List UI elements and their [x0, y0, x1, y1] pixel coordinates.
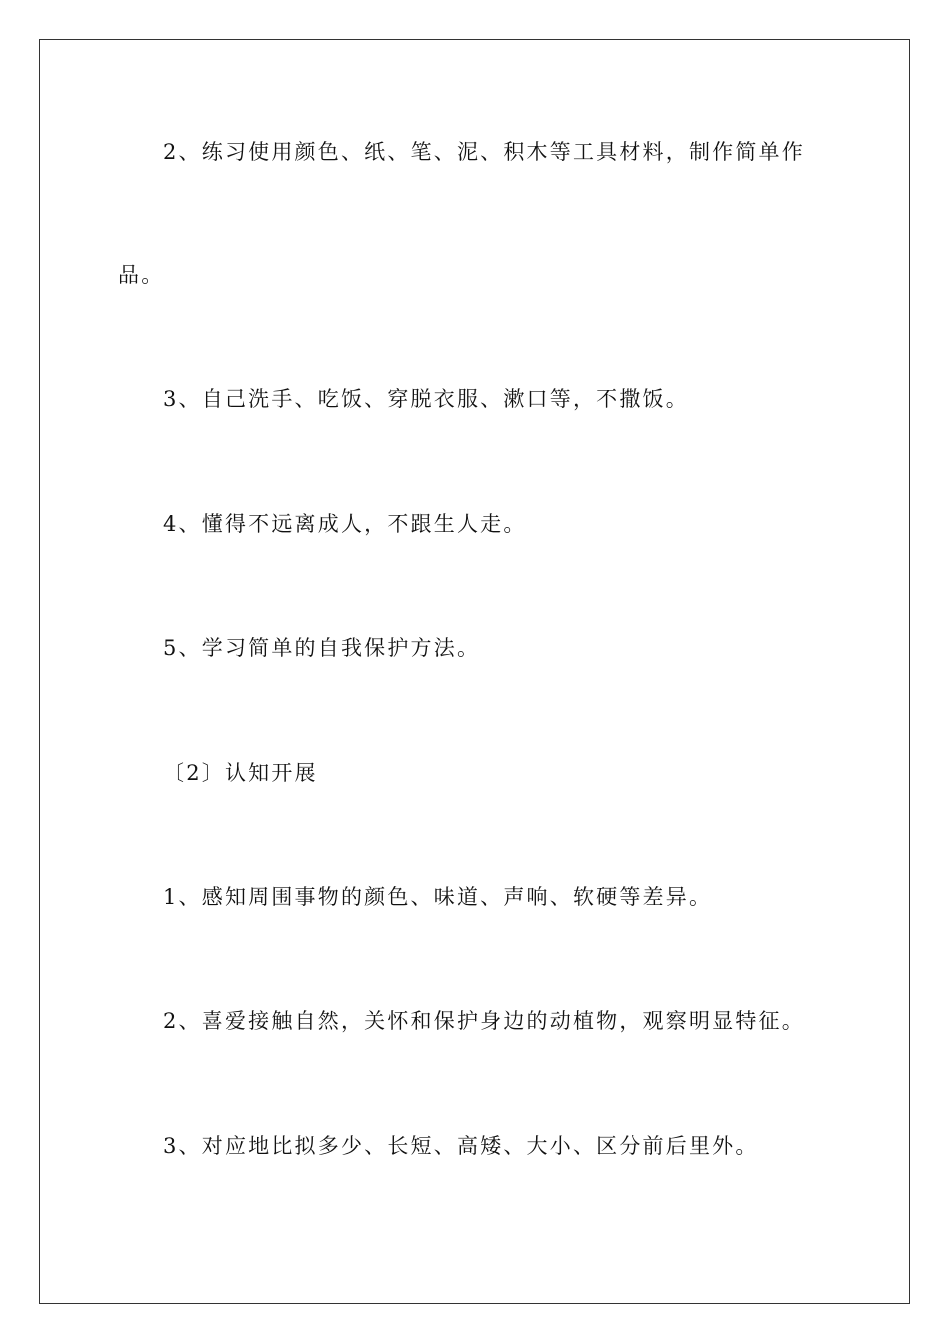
item-3-self-care: 3、自己洗手、吃饭、穿脱衣服、漱口等，不撒饭。	[163, 387, 689, 411]
item-4-stay-with-adults: 4、懂得不远离成人，不跟生人走。	[163, 512, 527, 536]
item-2-materials-line-2: 品。	[118, 263, 165, 287]
item-5-self-protection: 5、学习简单的自我保护方法。	[163, 636, 481, 660]
page-frame	[39, 39, 910, 1304]
item-1-perception: 1、感知周围事物的颜色、味道、声响、软硬等差异。	[163, 885, 713, 909]
item-2-nature: 2、喜爱接触自然，关怀和保护身边的动植物，观察明显特征。	[163, 1009, 805, 1033]
item-3-comparison: 3、对应地比拟多少、长短、高矮、大小、区分前后里外。	[163, 1134, 759, 1158]
section-heading-cognitive: 〔2〕认知开展	[163, 761, 318, 785]
item-2-materials-line-1: 2、练习使用颜色、纸、笔、泥、积木等工具材料，制作简单作	[163, 140, 805, 164]
